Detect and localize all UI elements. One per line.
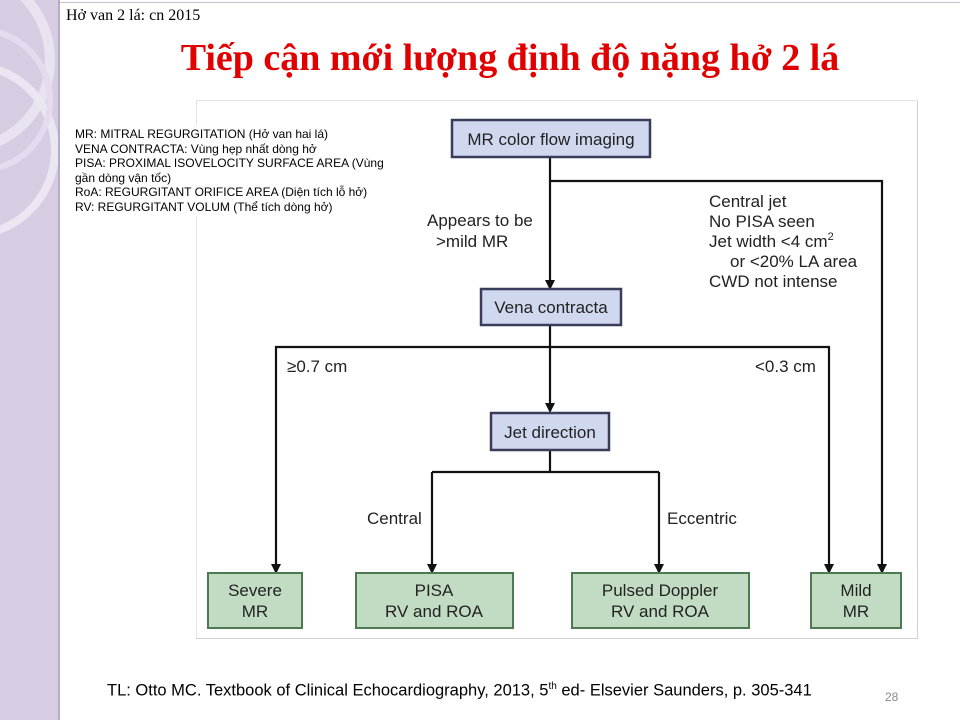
label-appears-line2: >mild MR xyxy=(436,232,509,251)
citation xyxy=(107,681,812,701)
legend-item-mr: MR: MITRAL REGURGITATION (Hở van hai lá) xyxy=(75,127,329,141)
node-label: MR color flow imaging xyxy=(467,130,635,149)
label-cwd: CWD not intense xyxy=(709,272,838,291)
label-jet-width-sup: 2 xyxy=(827,231,834,243)
node-label-line2: MR xyxy=(241,602,269,621)
legend-item-roa: RoA: REGURGITANT ORIFICE AREA (Diện tích lỗ hở) xyxy=(75,185,368,199)
node-label-line2: MR xyxy=(842,602,870,621)
slide-title: Tiếp cận mới lượng định độ nặng hở 2 lá xyxy=(180,37,840,79)
label-central-jet: Central jet xyxy=(709,192,787,211)
label-lt-0-3: <0.3 cm xyxy=(755,357,816,376)
legend-item-pisa: PISA: PROXIMAL ISOVELOCITY SURFACE AREA (Vùng gần dòng vận tốc) xyxy=(75,156,384,185)
label-no-pisa: No PISA seen xyxy=(709,212,815,231)
sidebar-decoration xyxy=(0,0,58,720)
node-mild-mr xyxy=(811,573,901,628)
node-label-line1: Mild xyxy=(840,581,872,600)
slide-sidebar xyxy=(0,0,58,720)
sidebar-edge xyxy=(58,0,60,720)
label-jet-width xyxy=(709,231,834,251)
node-vena-contracta xyxy=(481,289,621,325)
slide-header: Hở van 2 lá: cn 2015 xyxy=(66,7,201,24)
label-la-area: or <20% LA area xyxy=(730,252,858,271)
label-central: Central xyxy=(367,509,422,528)
citation-text: TL: Otto MC. Textbook of Clinical Echocardiography, 2013, 5 xyxy=(107,681,549,700)
abbreviation-legend xyxy=(72,125,396,216)
node-jet-direction xyxy=(491,413,609,450)
node-label-line2: RV and ROA xyxy=(385,602,483,621)
legend-item-rv: RV: REGURGITANT VOLUM (Thể tích dòng hở) xyxy=(75,199,333,214)
edge-vena-to-severe xyxy=(276,347,550,572)
node-label-line1: PISA xyxy=(414,581,454,600)
label-appears-line1: Appears to be xyxy=(427,211,533,230)
node-label: Vena contracta xyxy=(494,298,608,317)
edge-labels xyxy=(287,192,858,528)
node-label-line1: Severe xyxy=(228,581,282,600)
legend-item-vena-contracta: VENA CONTRACTA: Vùng hẹp nhất dòng hở xyxy=(75,141,317,156)
node-label: Jet direction xyxy=(504,423,596,442)
node-pulsed-doppler xyxy=(572,573,749,628)
label-jet-width-text: Jet width <4 cm xyxy=(709,232,828,251)
label-eccentric: Eccentric xyxy=(667,509,737,528)
node-mr-color-flow xyxy=(452,120,650,157)
edge-vena-to-mild xyxy=(550,347,829,572)
node-severe-mr xyxy=(208,573,302,628)
slide-number: 28 xyxy=(885,690,899,704)
node-pisa xyxy=(356,573,513,628)
citation-text-end: ed- Elsevier Saunders, p. 305-341 xyxy=(556,681,812,700)
citation-sup: th xyxy=(548,681,557,692)
label-ge-0-7: ≥0.7 cm xyxy=(287,357,348,376)
node-label-line2: RV and ROA xyxy=(611,602,709,621)
header-rule xyxy=(60,2,960,3)
node-label-line1: Pulsed Doppler xyxy=(601,581,719,600)
